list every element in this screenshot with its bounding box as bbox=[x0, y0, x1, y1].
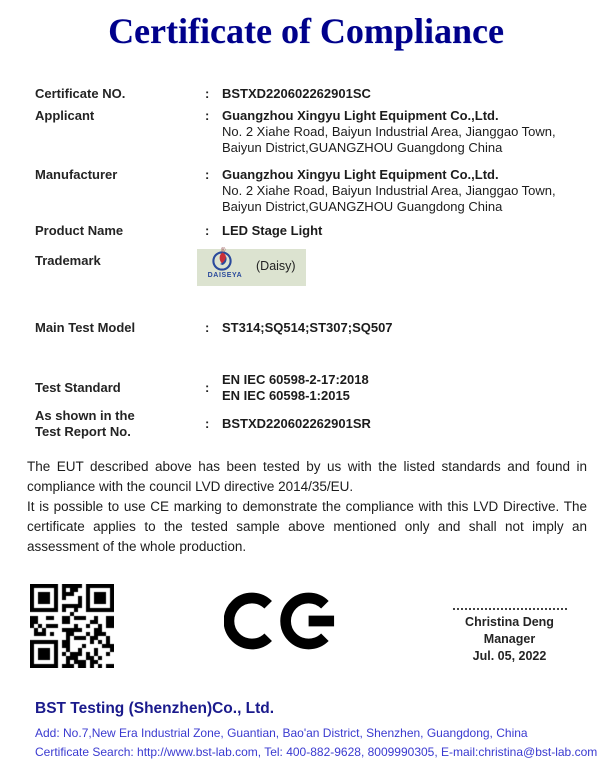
manufacturer-value bbox=[222, 167, 594, 215]
signatory-title: Manager bbox=[483, 632, 536, 646]
colon: : bbox=[205, 416, 210, 431]
test-report-label bbox=[35, 408, 203, 440]
registered-mark: ® bbox=[221, 248, 226, 254]
statement-paragraph-2: It is possible to use CE marking to demonstrate the compliance with this LVD Directive. The certificate applies to the tested sample above mentioned only and shall not imply an assessment of the whole production. bbox=[27, 499, 587, 554]
applicant-address-line1: No. 2 Xiahe Road, Baiyun Industrial Area, Jianggao Town, bbox=[222, 124, 556, 139]
test-standard-line1: EN IEC 60598-2-17:2018 bbox=[222, 372, 369, 387]
colon: : bbox=[205, 167, 210, 182]
test-standard-line2: EN IEC 60598-1:2015 bbox=[222, 388, 350, 403]
ce-mark-icon bbox=[224, 588, 339, 654]
main-test-model-label: Main Test Model bbox=[35, 320, 136, 335]
colon: : bbox=[205, 86, 210, 101]
lab-contact-line: Certificate Search: http://www.bst-lab.com, Tel: 400-882-9628, 8009990305, E-mail:christina@bst-lab.com bbox=[35, 745, 598, 759]
certificate-title: Certificate of Compliance bbox=[108, 11, 504, 51]
lab-address: Add: No.7,New Era Industrial Zone, Guantian, Bao'an District, Shenzhen, Guangdong, China bbox=[35, 726, 528, 740]
trademark-caption: (Daisy) bbox=[256, 259, 296, 273]
colon: : bbox=[205, 223, 210, 238]
colon: : bbox=[205, 108, 210, 123]
qr-code bbox=[30, 584, 114, 668]
applicant-value bbox=[222, 108, 594, 156]
manufacturer-label: Manufacturer bbox=[35, 167, 118, 182]
colon: : bbox=[205, 320, 210, 335]
colon: : bbox=[205, 380, 210, 395]
certificate-no-label: Certificate NO. bbox=[35, 86, 126, 101]
applicant-name: Guangzhou Xingyu Light Equipment Co.,Ltd. bbox=[222, 108, 499, 123]
manufacturer-name: Guangzhou Xingyu Light Equipment Co.,Ltd. bbox=[222, 167, 499, 182]
manufacturer-address-line2: Baiyun District,GUANGZHOU Guangdong China bbox=[222, 199, 503, 214]
test-standard-label: Test Standard bbox=[35, 380, 121, 395]
test-standard-value bbox=[222, 372, 594, 404]
certificate-no-value: BSTXD220602262901SC bbox=[222, 86, 371, 101]
test-report-label-line1: As shown in the bbox=[35, 408, 135, 423]
signature-line bbox=[453, 608, 567, 610]
signature-date: Jul. 05, 2022 bbox=[472, 649, 547, 663]
product-name-label: Product Name bbox=[35, 223, 124, 238]
signatory-name: Christina Deng bbox=[465, 615, 554, 629]
applicant-label: Applicant bbox=[35, 108, 95, 123]
statement-paragraph-1: The EUT described above has been tested by us with the listed standards and found in compliance with the council LVD directive 2014/35/EU. bbox=[27, 459, 587, 494]
trademark-logo-text: DAISEYA bbox=[207, 272, 243, 279]
test-report-value: BSTXD220602262901SR bbox=[222, 416, 371, 431]
applicant-address-line2: Baiyun District,GUANGZHOU Guangdong China bbox=[222, 140, 503, 155]
main-test-model-value: ST314;SQ514;ST307;SQ507 bbox=[222, 320, 393, 335]
manufacturer-address-line1: No. 2 Xiahe Road, Baiyun Industrial Area, Jianggao Town, bbox=[222, 183, 556, 198]
product-name-value: LED Stage Light bbox=[222, 223, 323, 238]
test-report-label-line2: Test Report No. bbox=[35, 424, 131, 439]
trademark-label: Trademark bbox=[35, 253, 101, 268]
compliance-statement bbox=[27, 457, 587, 557]
signature-block bbox=[437, 608, 582, 665]
lab-company-name: BST Testing (Shenzhen)Co., Ltd. bbox=[35, 700, 275, 717]
trademark-logo bbox=[197, 249, 306, 286]
